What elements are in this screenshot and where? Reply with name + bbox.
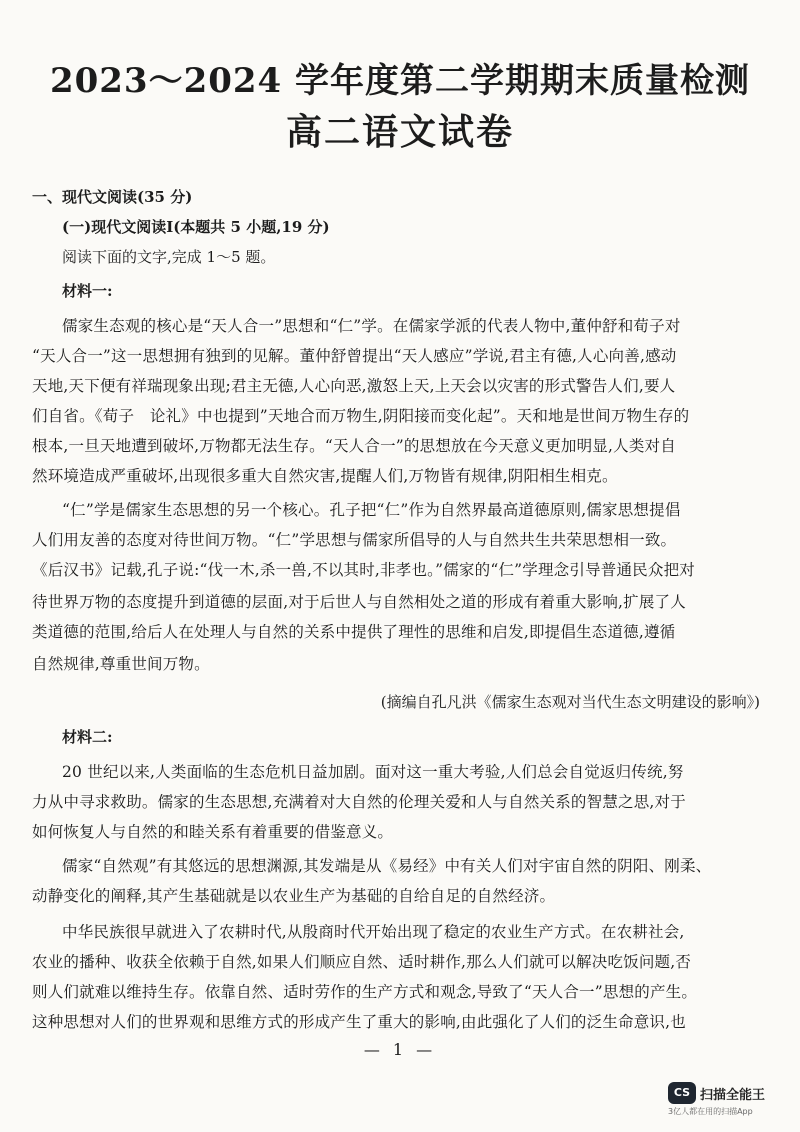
section-subheading: (一)现代文阅读Ⅰ(本题共 5 小题,19 分) xyxy=(62,218,330,236)
material1-line: 自然规律,尊重世间万物。 xyxy=(32,655,210,673)
material2-line: 这种思想对人们的世界观和思维方式的形成产生了重大的影响,由此强化了人们的泛生命意识,也 xyxy=(32,1013,686,1031)
material1-line: 《后汉书》记载,孔子说:“伐一木,杀一兽,不以其时,非孝也。”儒家的“仁”学理念引导普通民众把对 xyxy=(32,561,695,579)
material1-label: 材料一: xyxy=(62,282,113,300)
material2-line: 20 世纪以来,人类面临的生态危机日益加剧。面对这一重大考验,人们总会自觉返归传统,努 xyxy=(62,763,684,781)
material1-line: 们自省。《荀子 论礼》中也提到”天地合而万物生,阴阳接而变化起”。天和地是世间万物生存的 xyxy=(32,407,690,425)
material2-line: 动静变化的阐释,其产生基础就是以农业生产为基础的自给自足的自然经济。 xyxy=(32,887,556,905)
material1-line: 根本,一旦天地遭到破坏,万物都无法生存。“天人合一”的思想放在今天意义更加明显,人类对自 xyxy=(32,437,676,455)
material1-line: 待世界万物的态度提升到道德的层面,对于后世人与自然相处之道的形成有着重大影响,扩展了人 xyxy=(32,593,686,611)
material2-label: 材料二: xyxy=(62,728,113,746)
material1-line: “仁”学是儒家生态思想的另一个核心。孔子把“仁”作为自然界最高道德原则,儒家思想提倡 xyxy=(62,501,681,519)
section-instruction: 阅读下面的文字,完成 1～5 题。 xyxy=(62,248,276,266)
exam-title: 2023～2024 学年度第二学期期末质量检测 xyxy=(49,61,751,101)
scanner-logo-icon: CS xyxy=(668,1082,696,1104)
exam-subtitle: 高二语文试卷 xyxy=(285,111,514,153)
material2-line: 中华民族很早就进入了农耕时代,从殷商时代开始出现了稳定的农业生产方式。在农耕社会, xyxy=(62,923,685,941)
material2-line: 力从中寻求救助。儒家的生态思想,充满着对大自然的伦理关爱和人与自然关系的智慧之思,对于 xyxy=(32,793,686,811)
section-heading: 一、现代文阅读(35 分) xyxy=(32,188,193,206)
material2-line: 儒家“自然观”有其悠远的思想渊源,其发端是从《易经》中有关人们对宇宙自然的阴阳、刚柔、 xyxy=(62,857,712,875)
scanner-app-name: 扫描全能王 xyxy=(700,1088,766,1103)
material1-line: 天地,天下便有祥瑞现象出现;君主无德,人心向恶,激怒上天,上天会以灾害的形式警告人们,要人 xyxy=(32,377,676,395)
scanner-watermark xyxy=(668,1082,788,1118)
material1-line: 人们用友善的态度对待世间万物。“仁”学思想与儒家所倡导的人与自然共生共荣思想相一致。 xyxy=(32,531,677,549)
material2-line: 农业的播种、收获全依赖于自然,如果人们顺应自然、适时耕作,那么人们就可以解决吃饭问题,否 xyxy=(32,953,692,971)
material2-line: 如何恢复人与自然的和睦关系有着重要的借鉴意义。 xyxy=(32,823,394,841)
page-number: — 1 — xyxy=(363,1040,437,1059)
material1-line: 类道德的范围,给后人在处理人与自然的关系中提供了理性的思维和启发,即提倡生态道德,遵循 xyxy=(32,623,676,641)
material1-line: 儒家生态观的核心是“天人合一”思想和“仁”学。在儒家学派的代表人物中,董仲舒和荀子对 xyxy=(62,317,681,335)
scanner-tagline: 3亿人都在用的扫描App xyxy=(668,1107,753,1116)
material1-line: “天人合一”这一思想拥有独到的见解。董仲舒曾提出“天人感应”学说,君主有德,人心向善,感动 xyxy=(32,347,677,365)
material1-line: 然环境造成严重破坏,出现很多重大自然灾害,提醒人们,万物皆有规律,阴阳相生相克。 xyxy=(32,467,618,485)
material2-line: 则人们就难以维持生存。依靠自然、适时劳作的生产方式和观念,导致了“天人合一”思想的产生。 xyxy=(32,983,698,1001)
material1-citation: (摘编自孔凡洪《儒家生态观对当代生态文明建设的影响》) xyxy=(380,693,760,711)
